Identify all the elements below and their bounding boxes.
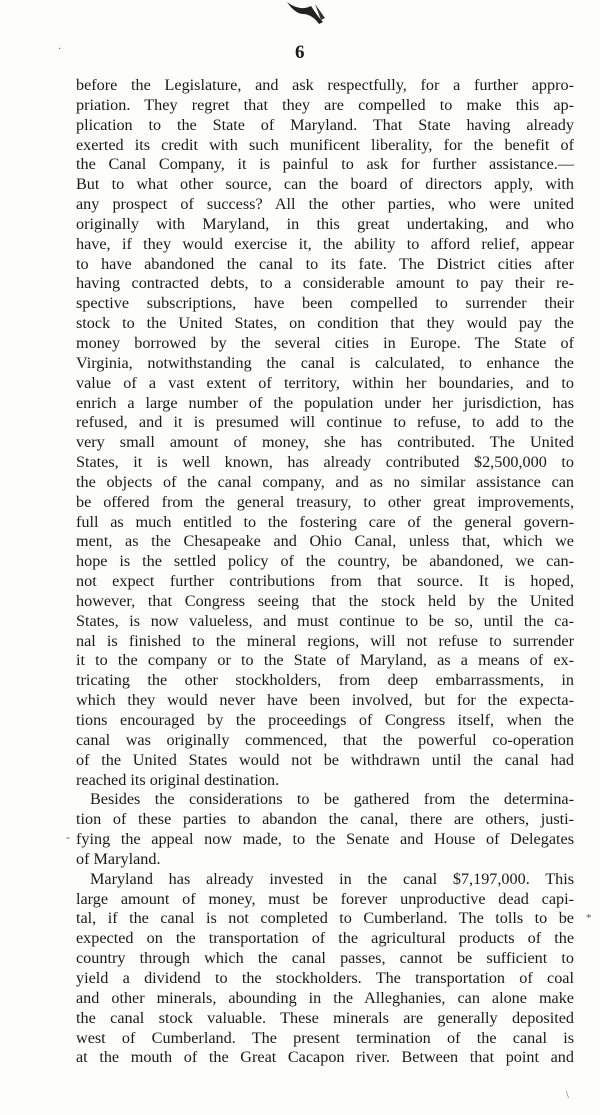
text-line: and other minerals, abounding in the Alleghanies, can alone make [76, 988, 574, 1007]
text-line: expected on the transportation of the agricultural products of the [76, 929, 574, 948]
text-line: But to what other source, can the board of directors apply, with [76, 175, 574, 194]
text-line: of Maryland. [76, 849, 161, 868]
text-line: the canal stock valuable. These minerals are generally deposited [76, 1008, 574, 1027]
text-line: full as much entitled to the fostering care of the general govern- [76, 512, 574, 531]
text-line: the objects of the canal company, and as no similar assistance can [76, 472, 574, 491]
text-line: not expect further contributions from that source. It is hoped, [76, 572, 574, 591]
text-line: yield a dividend to the stockholders. The transportation of coal [76, 968, 574, 987]
text-line: canal was originally commenced, that the powerful co-operation [76, 730, 574, 749]
text-line: Virginia, notwithstanding the canal is calculated, to enhance the [76, 353, 574, 372]
margin-dash: - [66, 830, 70, 844]
text-line: have, if they would exercise it, the ability to afford relief, appear [76, 234, 574, 253]
text-line: tal, if the canal is not completed to Cumberland. The tolls to be [76, 909, 574, 928]
text-line: before the Legislature, and ask respectfully, for a further appro- [76, 76, 574, 94]
text-line: stock to the United States, on condition that they would pay the [76, 314, 574, 333]
text-line: value of a vast extent of territory, within her boundaries, and to [76, 373, 574, 392]
text-line: very small amount of money, she has contributed. The United [76, 433, 574, 452]
text-line: exerted its credit with such munificent liberality, for the benefit of [76, 135, 574, 154]
text-line: hope is the settled policy of the country, be abandoned, we can- [76, 552, 574, 571]
body-text [76, 76, 574, 1068]
text-line: ment, as the Chesapeake and Ohio Canal, unless that, which we [76, 532, 574, 551]
text-line: large amount of money, must be forever unproductive dead capi- [76, 889, 574, 908]
text-line: of the United States would not be withdrawn until the canal had [76, 750, 574, 769]
text-line: however, that Congress seeing that the stock held by the United [76, 591, 574, 610]
text-line: States, is now valueless, and must continue to be so, until the ca- [76, 611, 574, 630]
text-line: be offered from the general treasury, to other great improvements, [76, 492, 574, 511]
page-number: 6 [295, 42, 305, 63]
text-line: spective subscriptions, have been compelled to surrender their [76, 294, 574, 313]
text-line: having contracted debts, to a considerable amount to pay their re- [76, 274, 574, 293]
text-line: tions encouraged by the proceedings of Congress itself, when the [76, 711, 574, 729]
torn-edge-mark-icon [285, 0, 331, 26]
text-line: country through which the canal passes, cannot be sufficient to [76, 949, 574, 968]
text-line: reached its original destination. [76, 770, 280, 789]
text-line: originally with Maryland, in this great undertaking, and who [76, 214, 574, 233]
text-line: Maryland has already invested in the canal $7,197,000. This [90, 869, 574, 888]
text-line: Besides the considerations to be gathered from the determina- [90, 790, 574, 809]
margin-mark: * [586, 912, 592, 924]
scan-speck-bottom: \ [566, 1090, 569, 1101]
text-line: tricating the other stockholders, from deep embarrassments, in [76, 671, 574, 690]
text-line: to have abandoned the canal to its fate. The District cities after [76, 254, 574, 273]
text-line: plication to the State of Maryland. That State having already [76, 115, 574, 134]
text-line: which they would never have been involved, but for the expecta- [76, 691, 574, 710]
text-line: it to the company or to the State of Maryland, as a means of ex- [76, 651, 574, 670]
text-line: States, it is well known, has already contributed $2,500,000 to [76, 453, 574, 472]
text-line: nal is finished to the mineral regions, will not refuse to surrender [76, 631, 574, 650]
text-line: at the mouth of the Great Cacapon river. Between that point and [76, 1048, 574, 1067]
text-line: refused, and it is presumed will continue to refuse, to add to the [76, 413, 574, 432]
text-line: west of Cumberland. The present termination of the canal is [76, 1028, 574, 1047]
text-line: tion of these parties to abandon the canal, there are others, justi- [76, 810, 574, 829]
text-line: any prospect of success? All the other parties, who were united [76, 195, 574, 214]
text-line: fying the appeal now made, to the Senate and House of Delegates [76, 830, 574, 849]
text-line: priation. They regret that they are compelled to make this ap- [76, 95, 574, 114]
text-line: enrich a large number of the population under her jurisdiction, has [76, 393, 574, 412]
text-line: the Canal Company, it is painful to ask for further assistance.— [76, 155, 574, 174]
scan-speck: · [58, 44, 62, 55]
text-line: money borrowed by the several cities in Europe. The State of [76, 333, 574, 352]
